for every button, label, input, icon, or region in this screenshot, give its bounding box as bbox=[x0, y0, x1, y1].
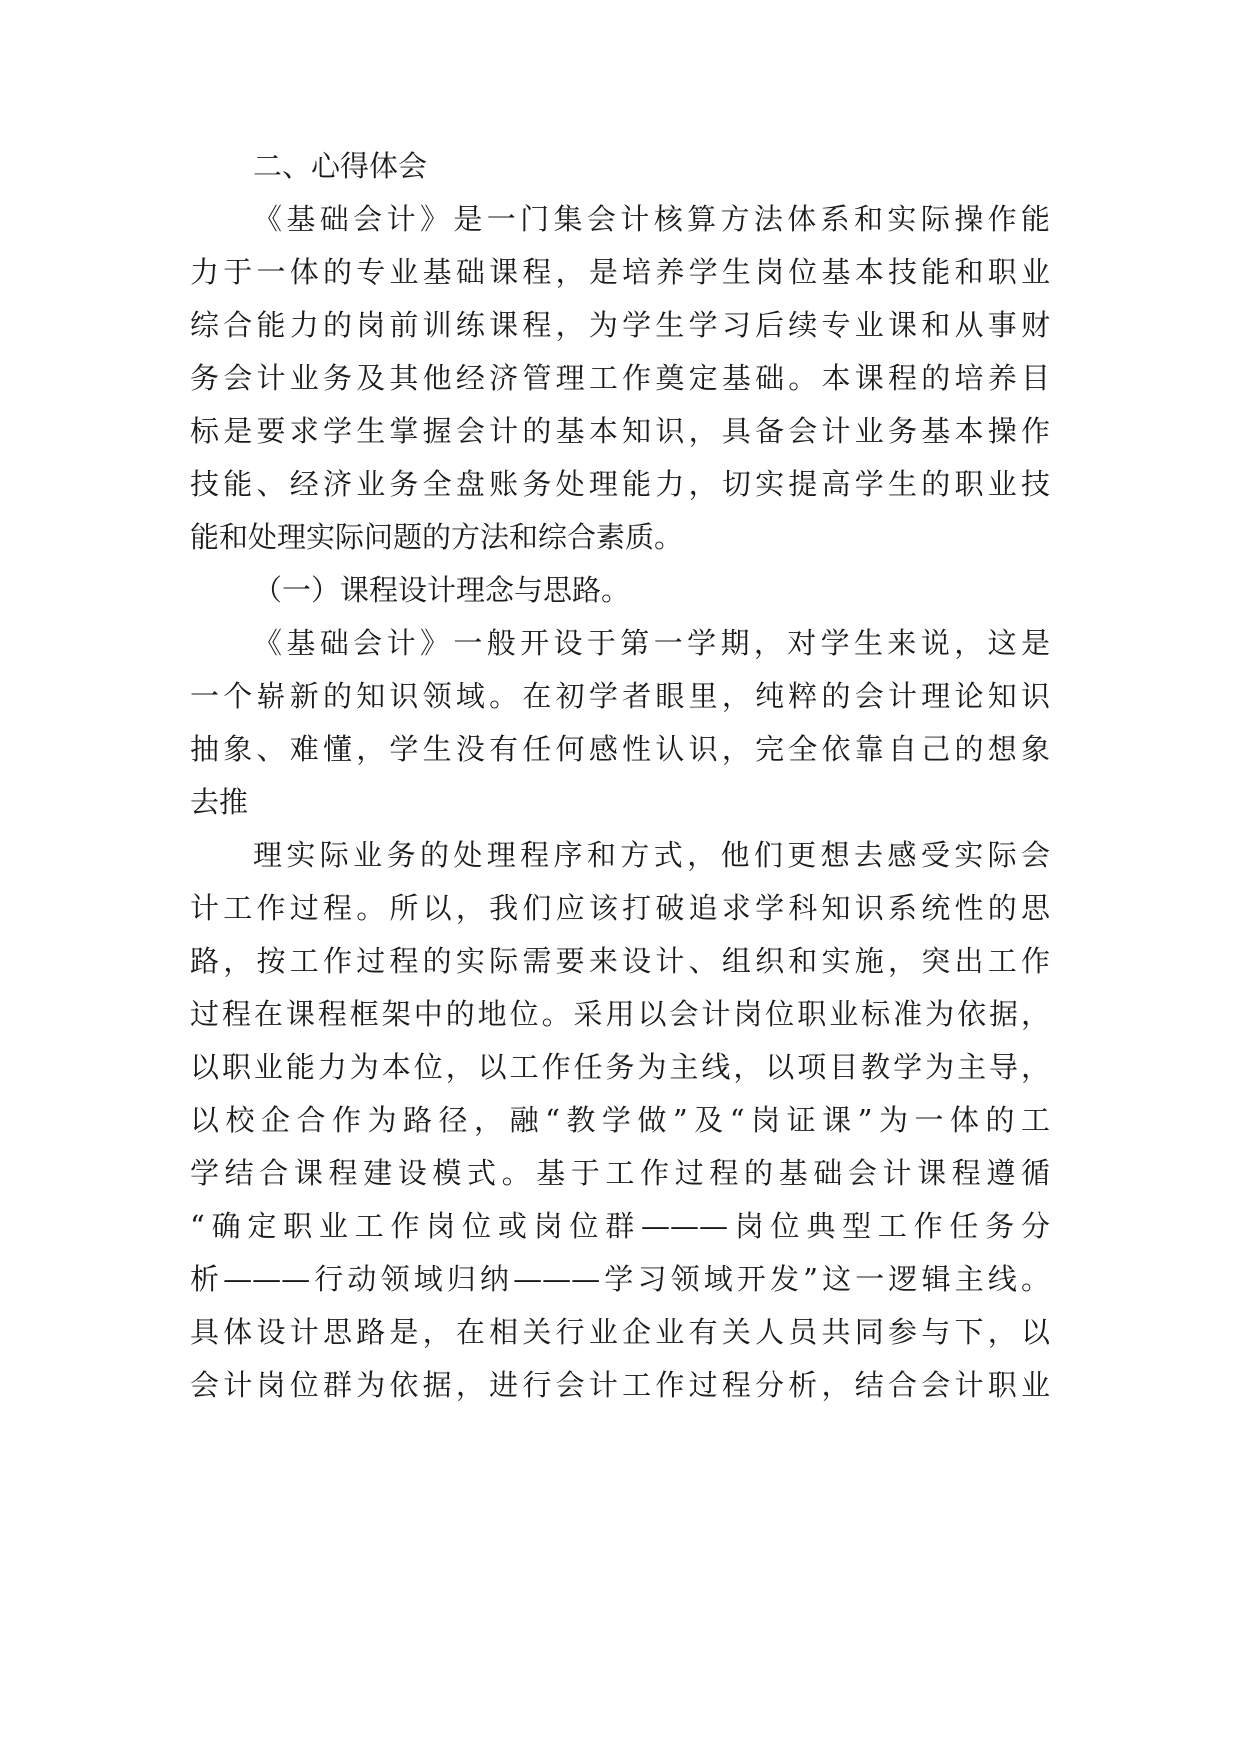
paragraph-line: 以校企合作为路径，融“教学做”及“岗证课”为一体的工 bbox=[190, 1103, 1050, 1137]
paragraph-line: “确定职业工作岗位或岗位群———岗位典型工作任务分 bbox=[190, 1209, 1050, 1243]
paragraph-line: 一个崭新的知识领域。在初学者眼里，纯粹的会计理论知识 bbox=[190, 679, 1050, 713]
paragraph-line: 会计岗位群为依据，进行会计工作过程分析，结合会计职业 bbox=[190, 1368, 1050, 1402]
paragraph-line: 过程在课程框架中的地位。采用以会计岗位职业标准为依据， bbox=[190, 997, 1050, 1031]
paragraph-line: 综合能力的岗前训练课程，为学生学习后续专业课和从事财 bbox=[190, 308, 1050, 342]
paragraph-line: 标是要求学生掌握会计的基本知识，具备会计业务基本操作 bbox=[190, 414, 1050, 448]
paragraph-line: 具体设计思路是，在相关行业企业有关人员共同参与下，以 bbox=[190, 1315, 1050, 1349]
paragraph-line: 技能、经济业务全盘账务处理能力，切实提高学生的职业技 bbox=[190, 467, 1050, 501]
paragraph-line: 以职业能力为本位，以工作任务为主线，以项目教学为主导， bbox=[190, 1050, 1050, 1084]
paragraph-line: 路，按工作过程的实际需要来设计、组织和实施，突出工作 bbox=[190, 944, 1050, 978]
paragraph-line: 析———行动领域归纳———学习领域开发”这一逻辑主线。 bbox=[190, 1262, 1050, 1296]
paragraph-line: 理实际业务的处理程序和方式，他们更想去感受实际会 bbox=[253, 838, 1050, 872]
section-heading: 二、心得体会 bbox=[253, 149, 428, 183]
paragraph-line: 务会计业务及其他经济管理工作奠定基础。本课程的培养目 bbox=[190, 361, 1050, 395]
paragraph-line: 学结合课程建设模式。基于工作过程的基础会计课程遵循 bbox=[190, 1156, 1050, 1190]
subsection-heading: （一）课程设计理念与思路。 bbox=[253, 573, 631, 607]
paragraph-line: 抽象、难懂，学生没有任何感性认识，完全依靠自己的想象 bbox=[190, 732, 1050, 766]
paragraph-line: 去推 bbox=[190, 785, 249, 819]
paragraph-line: 《基础会计》是一门集会计核算方法体系和实际操作能 bbox=[253, 202, 1050, 236]
paragraph-line: 计工作过程。所以，我们应该打破追求学科知识系统性的思 bbox=[190, 891, 1050, 925]
paragraph-line: 《基础会计》一般开设于第一学期，对学生来说，这是 bbox=[253, 626, 1050, 660]
paragraph-line: 能和处理实际问题的方法和综合素质。 bbox=[190, 520, 684, 554]
paragraph-line: 力于一体的专业基础课程，是培养学生岗位基本技能和职业 bbox=[190, 255, 1050, 289]
